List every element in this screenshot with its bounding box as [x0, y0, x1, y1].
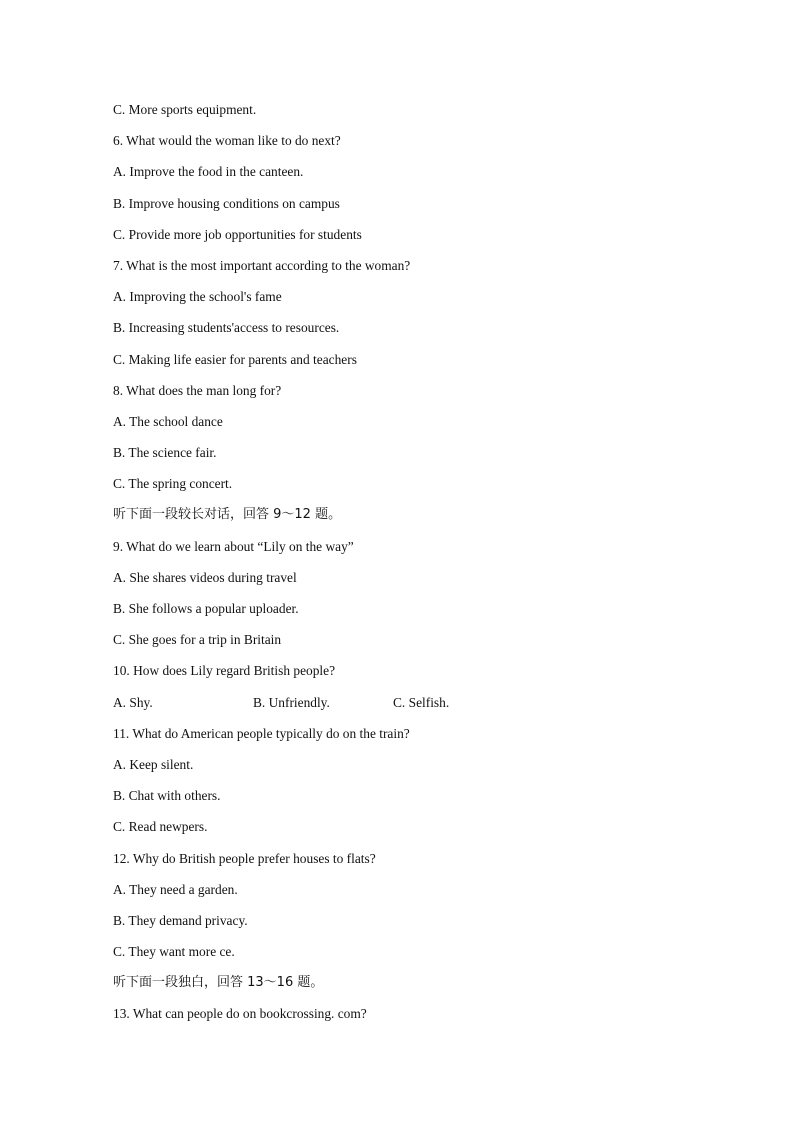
question-12: 12. Why do British people prefer houses to flats?: [113, 850, 376, 866]
option-line: B. Improve housing conditions on campus: [113, 195, 340, 211]
option-line: A. Improve the food in the canteen.: [113, 164, 304, 180]
option-line: B. The science fair.: [113, 445, 217, 461]
question-13: 13. What can people do on bookcrossing. com?: [113, 1006, 367, 1022]
section-instruction: 听下面一段独白，回答 13～16 题。: [113, 975, 324, 991]
option-line: A. Improving the school's fame: [113, 289, 282, 305]
option-line: B. Increasing students'access to resources.: [113, 320, 340, 336]
option-line: A. She shares videos during travel: [113, 569, 297, 585]
option-line: A. The school dance: [113, 413, 223, 429]
option-c: C. Selfish.: [393, 694, 450, 710]
q10-options-row: [113, 693, 733, 724]
question-7: 7. What is the most important according to the woman?: [113, 257, 411, 273]
section-instruction: 听下面一段较长对话，回答 9～12 题。: [113, 507, 342, 523]
question-8: 8. What does the man long for?: [113, 382, 282, 398]
option-line: C. The spring concert.: [113, 476, 233, 492]
option-line: B. Chat with others.: [113, 788, 221, 804]
option-line: C. She goes for a trip in Britain: [113, 632, 282, 648]
option-line: C. Provide more job opportunities for students: [113, 226, 362, 242]
document-body: [113, 100, 733, 1036]
question-10: 10. How does Lily regard British people?: [113, 663, 336, 679]
option-b: B. Unfriendly.: [253, 694, 330, 710]
option-line: A. They need a garden.: [113, 881, 238, 897]
option-line: B. She follows a popular uploader.: [113, 601, 299, 616]
option-line: C. More sports equipment.: [113, 102, 257, 117]
option-a: A. Shy.: [113, 694, 153, 710]
question-11: 11. What do American people typically do on the train?: [113, 725, 410, 741]
option-line: C. Making life easier for parents and teachers: [113, 351, 357, 367]
option-line: C. Read newpers.: [113, 819, 208, 835]
question-9: 9. What do we learn about “Lily on the way”: [113, 538, 354, 554]
question-6: 6. What would the woman like to do next?: [113, 133, 341, 149]
option-line: C. They want more ce.: [113, 944, 235, 960]
option-line: A. Keep silent.: [113, 756, 194, 772]
option-line: B. They demand privacy.: [113, 912, 248, 928]
